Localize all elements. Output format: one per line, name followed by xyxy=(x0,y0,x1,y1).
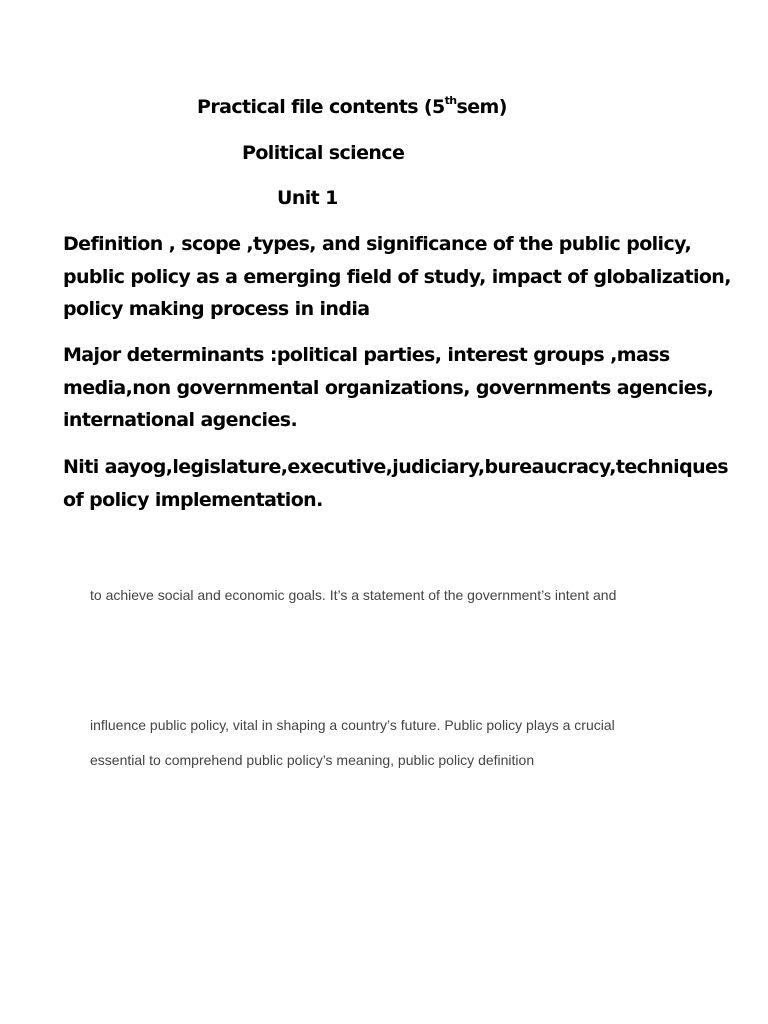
paragraph-line: Niti aayog,legislature,executive,judiciary,bureaucracy,techniques xyxy=(63,456,729,478)
subject-heading: Political science xyxy=(242,142,405,164)
syllabus-paragraph-2 xyxy=(63,339,714,437)
title-suffix: sem) xyxy=(456,96,507,118)
paragraph-line: Major determinants :political parties, interest groups ,mass xyxy=(63,344,670,366)
paragraph-line: Definition , scope ,types, and significance of the public policy, xyxy=(63,233,692,255)
syllabus-paragraph-1 xyxy=(63,228,731,326)
paragraph-line: of policy implementation. xyxy=(63,488,323,511)
syllabus-paragraph-3 xyxy=(63,451,729,516)
page-title xyxy=(197,93,507,118)
note-line-1: to achieve social and economic goals. It’s a statement of the government’s intent and xyxy=(90,587,617,603)
paragraph-line: media,non governmental organizations, governments agencies, xyxy=(63,376,714,399)
note-line-3: essential to comprehend public policy’s meaning, public policy definition xyxy=(90,752,535,768)
paragraph-line: international agencies. xyxy=(63,409,298,431)
unit-heading: Unit 1 xyxy=(277,187,338,209)
note-line-2: influence public policy, vital in shaping a country’s future. Public policy plays a crucial xyxy=(90,717,615,733)
title-prefix: Practical file contents (5 xyxy=(197,96,445,118)
title-superscript: th xyxy=(444,93,457,107)
paragraph-line: policy making process in india xyxy=(63,298,370,320)
paragraph-line: public policy as a emerging field of study, impact of globalization, xyxy=(63,265,731,288)
